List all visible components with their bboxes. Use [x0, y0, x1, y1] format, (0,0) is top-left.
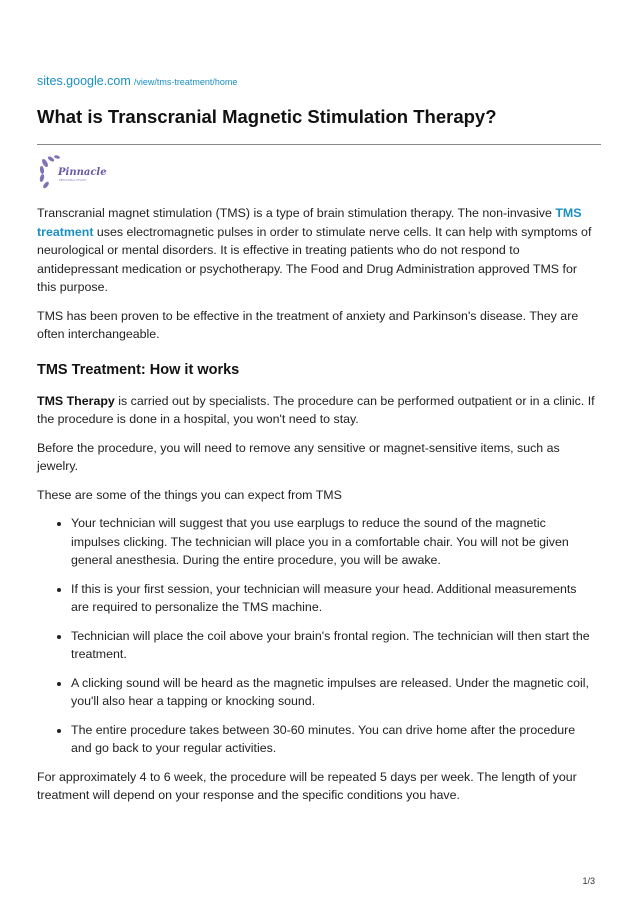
- page-number: 1/3: [582, 876, 595, 886]
- therapy-paragraph: [37, 392, 597, 429]
- logo-text: Pinnacle: [58, 167, 107, 178]
- list-item: • Technician will place the coil above your brain's frontal region. The technician will then start the treatment.: [71, 627, 597, 664]
- tms-therapy-bold: TMS Therapy: [37, 393, 115, 408]
- expectations-list: [37, 514, 597, 758]
- section-heading: TMS Treatment: How it works: [37, 361, 240, 378]
- list-item: • A clicking sound will be heard as the magnetic impulses are released. Under the magnetic coil, you'll also hear a tapping or knocking sound.: [71, 674, 597, 711]
- source-url[interactable]: [37, 72, 237, 90]
- list-item: • If this is your first session, your technician will measure your head. Additional measurements are required to personalize the TMS machine.: [71, 580, 597, 617]
- duration-paragraph: For approximately 4 to 6 week, the procedure will be repeated 5 days per week. The length of your treatment will depend on your response and the specific conditions you have.: [37, 769, 577, 802]
- article-body: [37, 200, 597, 815]
- url-domain[interactable]: sites.google.com: [37, 74, 131, 88]
- page-title: What is Transcranial Magnetic Stimulation Therapy?: [37, 106, 497, 127]
- effectiveness-paragraph: TMS has been proven to be effective in the treatment of anxiety and Parkinson's disease. They are often interchangeable.: [37, 308, 579, 341]
- therapy-text: is carried out by specialists. The procedure can be performed outpatient or in a clinic. If the procedure is done in a hospital, you won't need to stay.: [37, 393, 595, 426]
- list-item: • Your technician will suggest that you use earplugs to reduce the sound of the magnetic impulses clicking. The technician will place you in a comfortable chair. You will not be given general anesthesia. During the entire procedure, you will be awake.: [71, 514, 597, 570]
- intro-text-before: Transcranial magnet stimulation (TMS) is a type of brain stimulation therapy. The non-invasive: [37, 206, 556, 220]
- expectations-intro: These are some of the things you can expect from TMS: [37, 487, 342, 502]
- pinnacle-logo: [37, 153, 107, 193]
- title-divider: [37, 144, 601, 145]
- preparation-paragraph: Before the procedure, you will need to remove any sensitive or magnet-sensitive items, such as jewelry.: [37, 440, 560, 473]
- intro-paragraph: [37, 204, 597, 297]
- url-path[interactable]: /view/tms-treatment/home: [133, 77, 238, 87]
- tms-treatment-link[interactable]: TMS treatment: [37, 206, 582, 239]
- list-item: • The entire procedure takes between 30-60 minutes. You can drive home after the procedure and go back to your regular activities.: [71, 721, 597, 758]
- logo-subtext: BEHAVIORAL HEALTH: [59, 179, 87, 182]
- intro-text-after: uses electromagnetic pulses in order to stimulate nerve cells. It can help with symptoms of neurological or mental disorders. It is effective in treating patients who do not respond to antidepressant medication or psychotherapy. The Food and Drug Administration approved TMS for this purpose.: [37, 224, 592, 294]
